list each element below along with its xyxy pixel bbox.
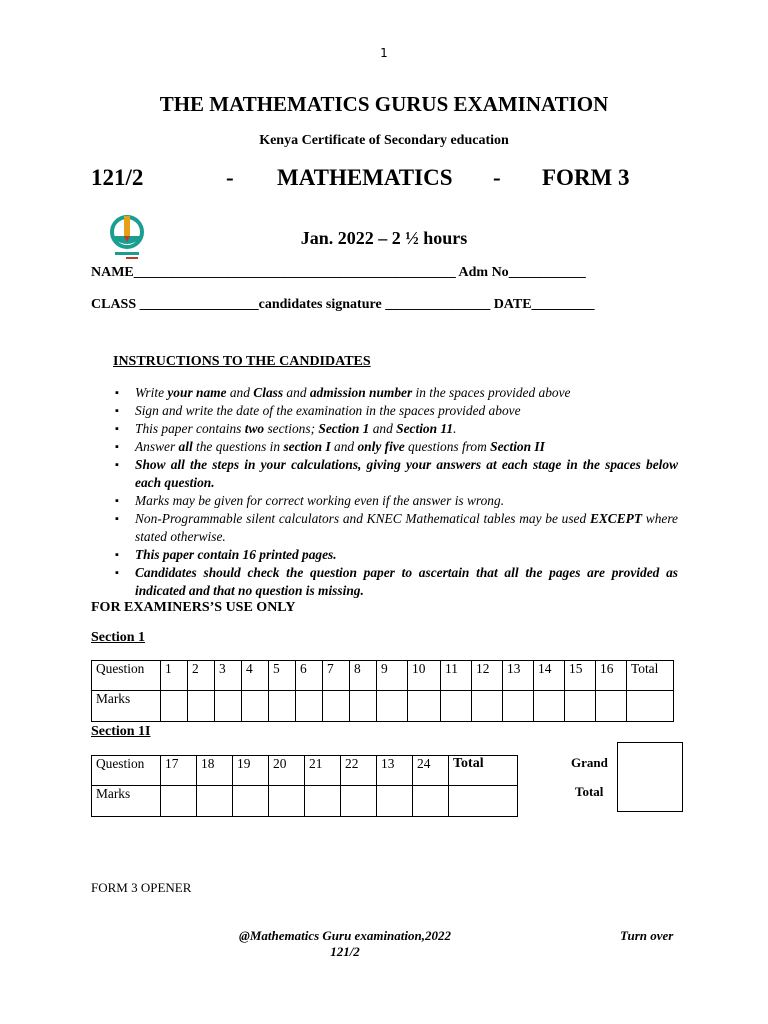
- mark-cell[interactable]: [242, 691, 269, 722]
- mark-cell[interactable]: [233, 786, 269, 817]
- paper-code: 121/2: [91, 165, 144, 190]
- question-number: 11: [441, 661, 472, 691]
- question-number: 12: [472, 661, 503, 691]
- grand-label-line2: Total: [575, 784, 604, 799]
- footer-copyright: @Mathematics Guru examination,2022: [239, 928, 451, 943]
- question-number: 9: [377, 661, 408, 691]
- signature-field[interactable]: _______________: [385, 297, 491, 312]
- mark-cell[interactable]: [215, 691, 242, 722]
- mark-cell[interactable]: [269, 786, 305, 817]
- footer-code: 121/2: [330, 944, 360, 959]
- form-level: FORM 3: [542, 165, 630, 190]
- instruction-item: ▪ Answer all the questions in section I and only five questions from Section II: [113, 438, 678, 456]
- instruction-item: ▪ Candidates should check the question paper to ascertain that all the pages are provided as indicated and that no question is missing.: [113, 564, 678, 600]
- exam-title: THE MATHEMATICS GURUS EXAMINATION: [159, 92, 609, 116]
- question-number: 16: [596, 661, 627, 691]
- mark-cell[interactable]: [341, 786, 377, 817]
- marks-row: [92, 691, 674, 722]
- total-cell[interactable]: [627, 691, 674, 722]
- question-number: 5: [269, 661, 296, 691]
- section2-marks-table: [91, 755, 518, 817]
- question-number: 10: [408, 661, 441, 691]
- question-number: 15: [565, 661, 596, 691]
- question-number: 4: [242, 661, 269, 691]
- question-number: 2: [188, 661, 215, 691]
- instruction-item: ▪ This paper contains two sections; Section 1 and Section 11.: [113, 420, 678, 438]
- mark-cell[interactable]: [565, 691, 596, 722]
- instruction-item: ▪ Marks may be given for correct working even if the answer is wrong.: [113, 492, 678, 510]
- paper-opener-label: FORM 3 OPENER: [91, 880, 192, 895]
- question-number: 22: [341, 756, 377, 786]
- mark-cell[interactable]: [305, 786, 341, 817]
- question-number: 8: [350, 661, 377, 691]
- footer-credit: [200, 928, 490, 960]
- mark-cell[interactable]: [269, 691, 296, 722]
- instructions-list: [113, 384, 678, 600]
- instruction-item: ▪ This paper contain 16 printed pages.: [113, 546, 678, 564]
- question-number: 17: [161, 756, 197, 786]
- question-row: [92, 661, 674, 691]
- question-number: 1: [161, 661, 188, 691]
- mark-cell[interactable]: [161, 786, 197, 817]
- mark-cell[interactable]: [413, 786, 449, 817]
- mark-cell[interactable]: [188, 691, 215, 722]
- mark-cell[interactable]: [350, 691, 377, 722]
- section1-heading: Section 1: [91, 630, 146, 645]
- mark-cell[interactable]: [472, 691, 503, 722]
- instruction-item: ▪ Write your name and Class and admission number in the spaces provided above: [113, 384, 678, 402]
- turn-over: Turn over: [620, 928, 674, 943]
- mark-cell[interactable]: [503, 691, 534, 722]
- marks-label: Marks: [92, 786, 161, 817]
- instruction-item: ▪ Sign and write the date of the examination in the spaces provided above: [113, 402, 678, 420]
- question-number: 13: [503, 661, 534, 691]
- class-field[interactable]: _________________: [139, 297, 259, 312]
- section1-marks-table: [91, 660, 674, 722]
- question-number: 14: [534, 661, 565, 691]
- section2-heading: Section 1I: [91, 724, 151, 739]
- instructions-heading: INSTRUCTIONS TO THE CANDIDATES: [113, 354, 371, 369]
- marks-row: [92, 786, 518, 817]
- name-row: [91, 265, 586, 281]
- exam-subtitle: Kenya Certificate of Secondary education: [259, 133, 509, 148]
- question-number: 6: [296, 661, 323, 691]
- mark-cell[interactable]: [161, 691, 188, 722]
- grand-total-box[interactable]: [617, 742, 683, 812]
- mark-cell[interactable]: [408, 691, 441, 722]
- name-label: NAME: [91, 265, 134, 280]
- mark-cell[interactable]: [377, 786, 413, 817]
- adm-field[interactable]: ___________: [508, 265, 586, 280]
- total-cell[interactable]: [449, 786, 518, 817]
- question-row: [92, 756, 518, 786]
- question-number: 3: [215, 661, 242, 691]
- instruction-item: ▪ Show all the steps in your calculations, giving your answers at each stage in the spaces below each question.: [113, 456, 678, 492]
- class-row: [91, 297, 595, 313]
- class-label: CLASS: [91, 297, 137, 312]
- question-number: 21: [305, 756, 341, 786]
- mark-cell[interactable]: [197, 786, 233, 817]
- name-field[interactable]: ______________________________________________: [133, 265, 456, 280]
- date-duration: Jan. 2022 – 2 ½ hours: [300, 228, 468, 248]
- mark-cell[interactable]: [441, 691, 472, 722]
- mark-cell[interactable]: [534, 691, 565, 722]
- question-label: Question: [92, 756, 161, 786]
- dash-left: -: [226, 165, 234, 190]
- total-label: Total: [627, 661, 674, 691]
- grand-label-line1: Grand: [571, 755, 608, 770]
- mark-cell[interactable]: [596, 691, 627, 722]
- instruction-item: ▪ Non-Programmable silent calculators and KNEC Mathematical tables may be used EXCEPT where stated otherwise.: [113, 510, 678, 546]
- question-number: 20: [269, 756, 305, 786]
- date-field[interactable]: _________: [531, 297, 595, 312]
- subject: MATHEMATICS: [277, 165, 453, 190]
- signature-label: candidates signature: [258, 297, 382, 312]
- mark-cell[interactable]: [296, 691, 323, 722]
- marks-label: Marks: [92, 691, 161, 722]
- dash-right: -: [493, 165, 501, 190]
- mark-cell[interactable]: [377, 691, 408, 722]
- date-label: DATE: [493, 297, 532, 312]
- total-label: Total: [449, 756, 518, 786]
- examiner-use-heading: FOR EXAMINERS’S USE ONLY: [91, 600, 296, 615]
- mark-cell[interactable]: [323, 691, 350, 722]
- question-number: 18: [197, 756, 233, 786]
- question-label: Question: [92, 661, 161, 691]
- question-number: 19: [233, 756, 269, 786]
- page-number: 1: [380, 46, 388, 60]
- question-number: 13: [377, 756, 413, 786]
- adm-label: Adm No: [458, 265, 509, 280]
- question-number: 7: [323, 661, 350, 691]
- question-number: 24: [413, 756, 449, 786]
